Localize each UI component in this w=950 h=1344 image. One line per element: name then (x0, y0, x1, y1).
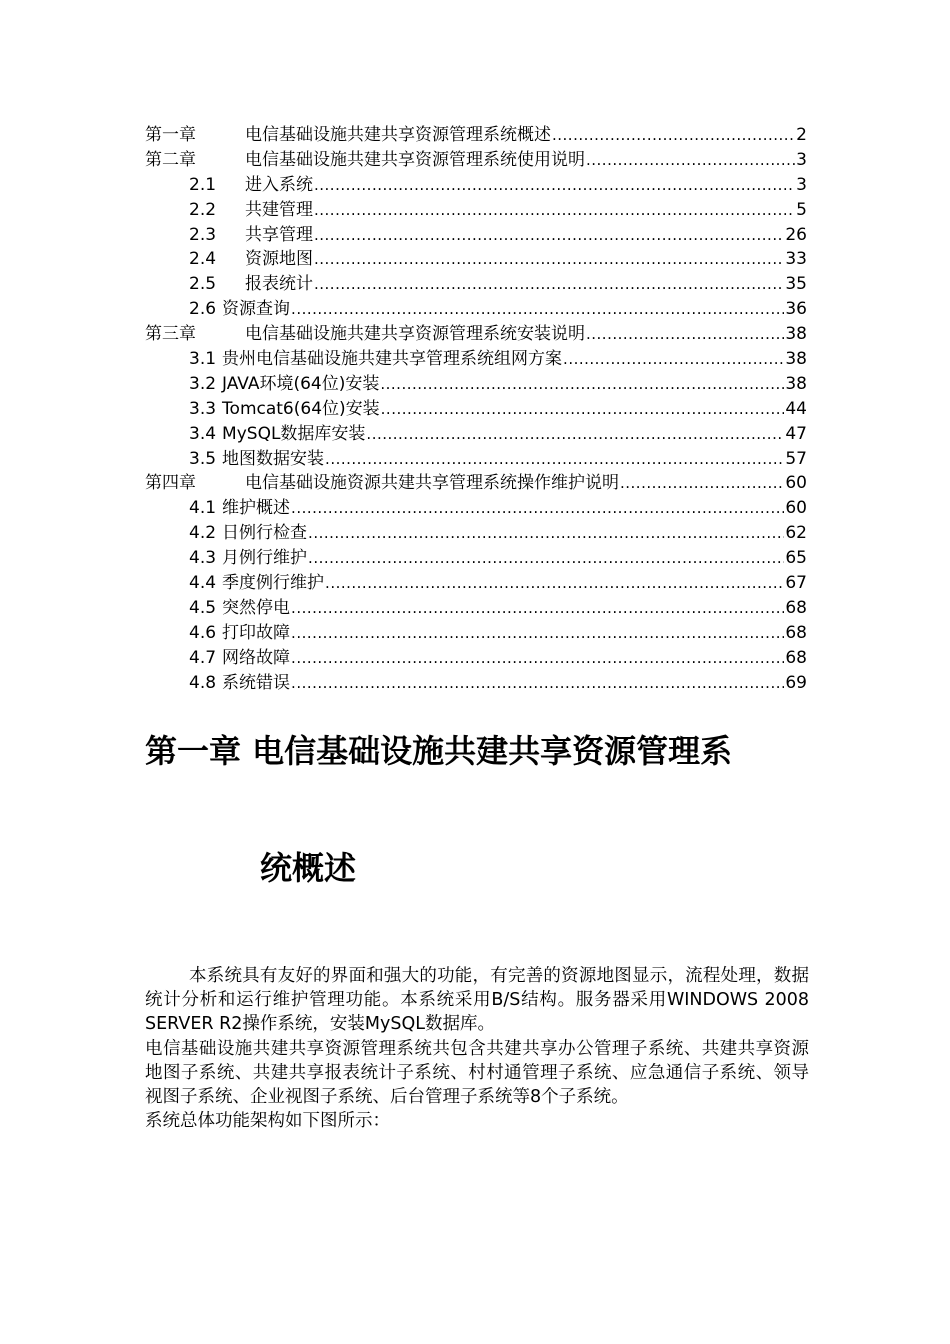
toc-dot-leader (308, 521, 784, 546)
toc-entry-number: 4.2 (189, 523, 217, 544)
toc-entry[interactable] (145, 471, 807, 496)
toc-dot-leader (380, 372, 784, 397)
toc-entry[interactable] (145, 422, 807, 447)
toc-entry-page: 5 (796, 199, 807, 220)
toc-entry-number: 3.4 (189, 423, 217, 444)
toc-entry[interactable] (145, 173, 807, 198)
toc-dot-leader (291, 646, 784, 671)
toc-dot-leader (586, 322, 784, 347)
toc-entry-number: 2.2 (189, 199, 217, 220)
toc-entry-title: 报表统计 (245, 274, 313, 295)
chapter-heading (145, 728, 825, 891)
toc-entry-title: JAVA环境(64位)安装 (222, 373, 380, 394)
toc-dot-leader (291, 596, 784, 621)
toc-entry-title: 电信基础设施共建共享资源管理系统概述 (245, 125, 551, 145)
toc-entry[interactable] (145, 272, 807, 297)
toc-entry[interactable] (145, 123, 807, 148)
toc-entry-number: 第二章 (145, 149, 196, 170)
toc-entry-number: 第三章 (145, 324, 196, 345)
toc-entry-title: 电信基础设施共建共享资源管理系统安装说明 (245, 324, 585, 345)
body-text (145, 964, 809, 1133)
toc-entry[interactable] (145, 198, 807, 223)
chapter-heading-line-1: 第一章 电信基础设施共建共享资源管理系 (145, 732, 733, 770)
toc-entry-page: 3 (796, 174, 807, 195)
toc-entry[interactable] (145, 247, 807, 272)
toc-entry-page: 65 (785, 548, 807, 569)
toc-entry[interactable] (145, 621, 807, 646)
toc-entry-page: 68 (785, 647, 807, 668)
toc-entry-title: 进入系统 (245, 174, 313, 195)
toc-entry-title: 共享管理 (245, 224, 313, 245)
toc-entry-title: 维护概述 (222, 498, 291, 519)
toc-entry[interactable] (145, 571, 807, 596)
toc-entry-page: 60 (785, 473, 807, 494)
toc-entry[interactable] (145, 447, 807, 472)
body-paragraph: 电信基础设施共建共享资源管理系统共包含共建共享办公管理子系统、共建共享资源地图子系统、共建共享报表统计子系统、村村通管理子系统、应急通信子系统、领导视图子系统、企业视图子系统、后台管理子系统等8个子系统。 (145, 1038, 809, 1108)
toc-dot-leader (314, 173, 795, 198)
toc-dot-leader (291, 671, 784, 696)
toc-entry-page: 57 (785, 448, 807, 469)
toc-entry-number: 2.6 (189, 299, 217, 320)
toc-entry-number: 第一章 (145, 125, 196, 145)
toc-entry[interactable] (145, 596, 807, 621)
toc-entry-title: 日例行检查 (222, 523, 308, 544)
toc-entry[interactable] (145, 372, 807, 397)
toc-entry-title: 系统错误 (222, 672, 291, 693)
toc-entry-page: 47 (785, 423, 807, 444)
toc-entry-page: 3 (796, 149, 807, 170)
toc-dot-leader (314, 198, 795, 223)
toc-entry-number: 3.2 (189, 373, 217, 394)
toc-entry[interactable] (145, 297, 807, 322)
toc-entry-page: 2 (796, 125, 807, 145)
toc-dot-leader (291, 621, 784, 646)
toc-entry-title: 资源查询 (222, 299, 291, 320)
body-paragraph: 本系统具有友好的界面和强大的功能，有完善的资源地图显示，流程处理，数据统计分析和运行维护管理功能。本系统采用B/S结构。服务器采用WINDOWS 2008 SERVER R2操作系统，安装MySQL数据库。 (145, 966, 809, 1035)
toc-entry-title: 突然停电 (222, 597, 291, 618)
toc-entry-title: 季度例行维护 (222, 573, 325, 594)
toc-dot-leader (586, 148, 795, 173)
toc-entry-title: 共建管理 (245, 199, 313, 220)
toc-dot-leader (314, 223, 784, 248)
toc-entry-number: 4.6 (189, 622, 217, 643)
toc-entry-title: MySQL数据库安装 (222, 423, 366, 444)
toc-entry-page: 36 (785, 299, 807, 320)
toc-entry[interactable] (145, 671, 807, 696)
toc-entry[interactable] (145, 223, 807, 248)
toc-entry-number: 4.3 (189, 548, 217, 569)
toc-entry-number: 3.1 (189, 349, 217, 370)
toc-entry-number: 2.3 (189, 224, 217, 245)
toc-entry-page: 38 (785, 373, 807, 394)
toc-dot-leader (314, 272, 784, 297)
toc-entry-title: 月例行维护 (222, 548, 308, 569)
toc-entry-page: 35 (785, 274, 807, 295)
table-of-contents (145, 123, 807, 695)
toc-entry-page: 38 (785, 349, 807, 370)
chapter-heading-line-2: 统概述 (260, 849, 357, 887)
toc-entry[interactable] (145, 546, 807, 571)
toc-entry-page: 38 (785, 324, 807, 345)
toc-entry[interactable] (145, 148, 807, 173)
toc-dot-leader (314, 247, 784, 272)
toc-entry[interactable] (145, 496, 807, 521)
toc-dot-leader (291, 496, 784, 521)
toc-entry-number: 2.4 (189, 249, 217, 270)
toc-entry-page: 62 (785, 523, 807, 544)
body-paragraph: 系统总体功能架构如下图所示： (145, 1111, 390, 1132)
toc-entry-number: 4.4 (189, 573, 217, 594)
toc-entry-title: 网络故障 (222, 647, 291, 668)
toc-entry-page: 68 (785, 622, 807, 643)
toc-entry-number: 2.5 (189, 274, 217, 295)
toc-entry[interactable] (145, 347, 807, 372)
toc-dot-leader (563, 347, 784, 372)
toc-dot-leader (381, 397, 785, 422)
toc-entry-number: 3.5 (189, 448, 217, 469)
toc-entry-title: 电信基础设施共建共享资源管理系统使用说明 (245, 149, 585, 170)
toc-dot-leader (325, 447, 784, 472)
toc-entry-page: 67 (785, 573, 807, 594)
toc-entry-number: 4.1 (189, 498, 217, 519)
toc-entry[interactable] (145, 521, 807, 546)
toc-entry-number: 4.5 (189, 597, 217, 618)
toc-entry-page: 60 (785, 498, 807, 519)
toc-entry-number: 第四章 (145, 473, 196, 494)
toc-entry-page: 33 (785, 249, 807, 270)
toc-entry-page: 26 (785, 224, 807, 245)
toc-dot-leader (308, 546, 784, 571)
toc-entry-page: 44 (785, 398, 807, 419)
toc-entry-number: 4.8 (189, 672, 217, 693)
toc-entry[interactable] (145, 646, 807, 671)
toc-entry-number: 4.7 (189, 647, 217, 668)
toc-entry-title: Tomcat6(64位)安装 (222, 398, 380, 419)
toc-dot-leader (291, 297, 784, 322)
toc-dot-leader (325, 571, 784, 596)
toc-entry-number: 2.1 (189, 174, 217, 195)
toc-entry-title: 打印故障 (222, 622, 291, 643)
toc-entry-title: 地图数据安装 (222, 448, 325, 469)
toc-entry-title: 电信基础设施资源共建共享管理系统操作维护说明 (245, 473, 619, 494)
toc-dot-leader (366, 422, 784, 447)
toc-entry-page: 68 (785, 597, 807, 618)
toc-dot-leader (552, 123, 795, 148)
toc-entry-number: 3.3 (189, 398, 217, 419)
toc-entry[interactable] (145, 322, 807, 347)
toc-entry[interactable] (145, 397, 807, 422)
toc-entry-title: 资源地图 (245, 249, 313, 270)
toc-entry-title: 贵州电信基础设施共建共享管理系统组网方案 (222, 349, 563, 370)
toc-entry-page: 69 (785, 672, 807, 693)
toc-dot-leader (620, 471, 784, 496)
